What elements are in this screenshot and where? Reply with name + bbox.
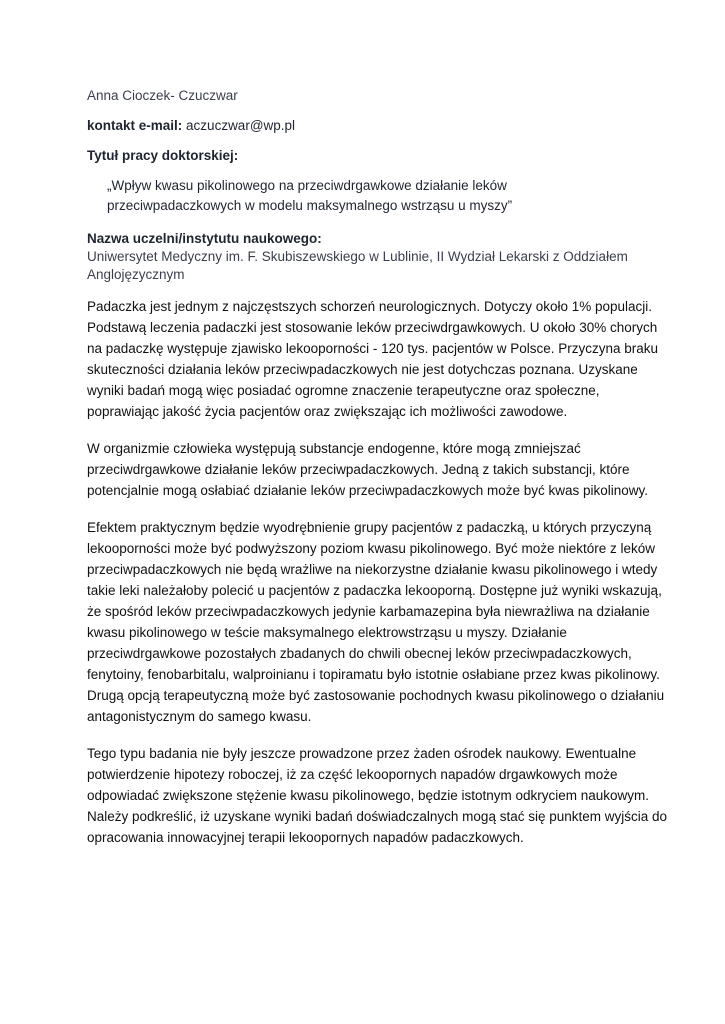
paragraph-3: Efektem praktycznym będzie wyodrębnienie grupy pacjentów z padaczką, u których przyczyną lekooporności może być podwyższony poziom kwasu pikolinowego. Być może niektóre z leków przeciwpadaczkowych nie będą wrażliwe na niekorzystne działanie kwasu pikolinowego i wtedy takie leki należałoby polecić u pacjentów z padaczka lekooporną. Dostępne już wyniki wskazują, że spośród leków przeciwpadaczkowych jedynie karbamazepina była niewrażliwa na działanie kwasu pikolinowego w teście maksymalnego elektrowstrząsu u myszy. Działanie przeciwdrgawkowe pozostałych zbadanych do chwili obecnej leków przeciwpadaczkowych, fenytoiny, fenobarbitalu, walproinianu i topiramatu było istotnie osłabiane przez kwas pikolinowy. Drugą opcją terapeutyczną może być zastosowanie pochodnych kwasu pikolinowego o działaniu antagonistycznym do samego kwasu. [87,520,665,724]
author-name: Anna Cioczek- Czuczwar [87,88,238,103]
thesis-title: „Wpływ kwasu pikolinowego na przeciwdrgawkowe działanie leków przeciwpadaczkowych w modelu maksymalnego wstrząsu u myszy” [107,178,513,213]
university-value: Uniwersytet Medyczny im. F. Skubiszewskiego w Lublinie, II Wydział Lekarski z Oddziałem Anglojęzycznym [87,249,628,282]
university-label: Nazwa uczelni/instytutu naukowego: [87,231,322,246]
thesis-label: Tytuł pracy doktorskiej: [87,148,239,163]
contact-line [87,116,673,136]
paragraph-2: W organizmie człowieka występują substancje endogenne, które mogą zmniejszać przeciwdrgawkowe działanie leków przeciwpadaczkowych. Jedną z takich substancji, które potencjalnie mogą osłabiać działanie leków przeciwpadaczkowych może być kwas pikolinowy. [87,441,649,498]
paragraph-4: Tego typu badania nie były jeszcze prowadzone przez żaden ośrodek naukowy. Ewentualne potwierdzenie hipotezy roboczej, iż za część lekoopornych napadów drgawkowych może odpowiadać zwiększone stężenie kwasu pikolinowego, będzie istotnym odkryciem naukowym. Należy podkreślić, iż uzyskane wyniki badań doświadczalnych mogą stać się punktem wyjścia do opracowania innowacyjnej terapii lekoopornych napadów padaczkowych. [87,746,668,845]
contact-label: kontakt e-mail: [87,118,183,133]
paragraph-1: Padaczka jest jednym z najczęstszych schorzeń neurologicznych. Dotyczy około 1% populacji. Podstawą leczenia padaczki jest stosowanie leków przeciwdrgawkowych. U około 30% chorych na padaczkę występuje zjawisko lekooporności - 120 tys. pacjentów w Polsce. Przyczyna braku skuteczności działania leków przeciwpadaczkowych nie jest dotychczas poznana. Uzyskane wyniki badań mogą więc posiadać ogromne znaczenie terapeutyczne oraz społeczne, poprawiając jakość życia pacjentów oraz zwiększając ich możliwości zawodowe. [87,299,659,419]
contact-email: aczuczwar@wp.pl [186,118,296,133]
